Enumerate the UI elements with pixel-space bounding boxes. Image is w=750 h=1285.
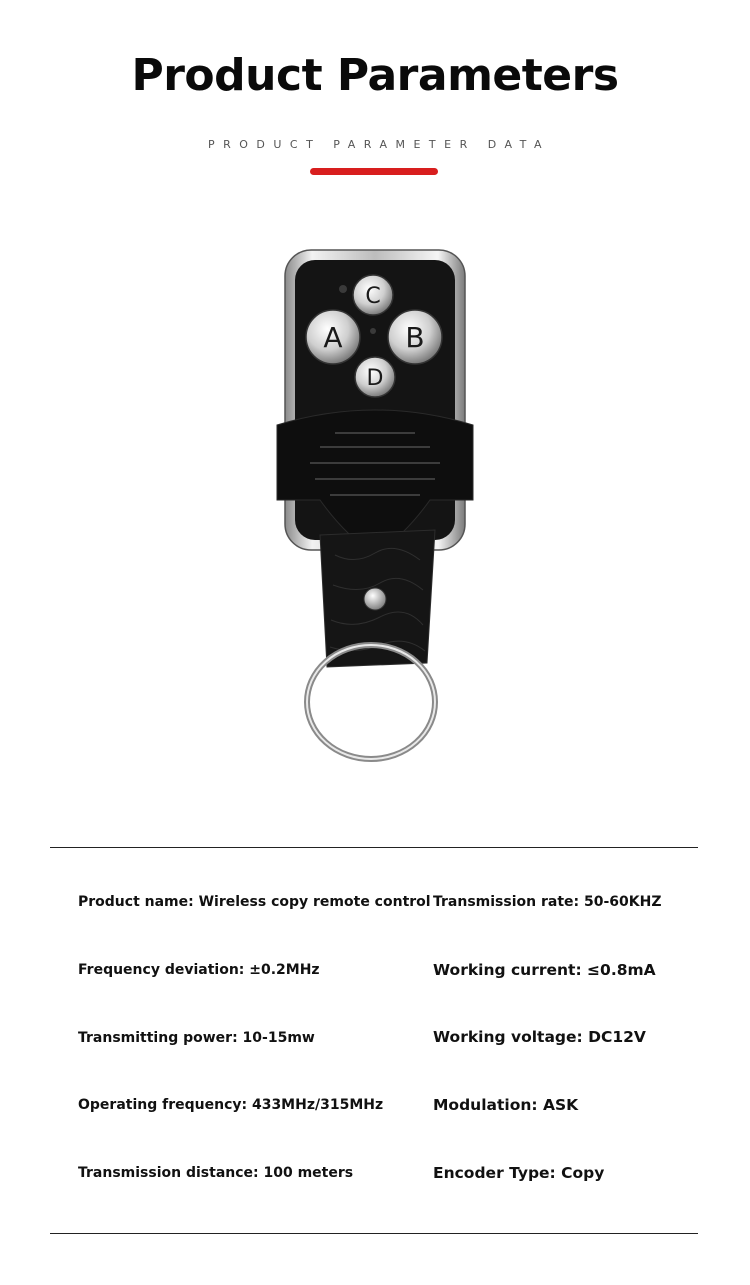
spec-working-voltage: Working voltage: DC12V — [433, 1028, 646, 1046]
spec-transmitting-power: Transmitting power: 10-15mw — [78, 1030, 315, 1046]
led-dot — [370, 328, 376, 334]
spec-transmission-distance: Transmission distance: 100 meters — [78, 1165, 354, 1181]
svg-text:B: B — [405, 321, 425, 354]
top-divider — [50, 847, 698, 848]
spec-operating-frequency: Operating frequency: 433MHz/315MHz — [78, 1097, 384, 1113]
spec-product-name: Product name: Wireless copy remote control — [78, 894, 431, 910]
strap-rivet — [364, 588, 386, 610]
button-c — [353, 275, 393, 315]
svg-text:C: C — [365, 284, 381, 309]
svg-text:D: D — [366, 366, 384, 391]
remote-control-product-image — [255, 235, 495, 775]
svg-text:A: A — [323, 321, 343, 354]
bottom-divider — [50, 1233, 698, 1234]
page-subtitle: PRODUCT PARAMETER DATA — [207, 138, 551, 151]
spec-modulation: Modulation: ASK — [433, 1096, 579, 1114]
spec-frequency-deviation: Frequency deviation: ±0.2MHz — [78, 962, 320, 978]
spec-working-current: Working current: ≤0.8mA — [433, 961, 656, 979]
spec-transmission-rate: Transmission rate: 50-60KHZ — [433, 894, 662, 910]
button-b — [388, 310, 442, 364]
button-d — [355, 357, 395, 397]
title-accent-bar — [310, 168, 438, 175]
led-dot — [339, 285, 347, 293]
page-title: Product Parameters — [131, 50, 619, 101]
spec-encoder-type: Encoder Type: Copy — [433, 1164, 605, 1182]
button-a — [306, 310, 360, 364]
